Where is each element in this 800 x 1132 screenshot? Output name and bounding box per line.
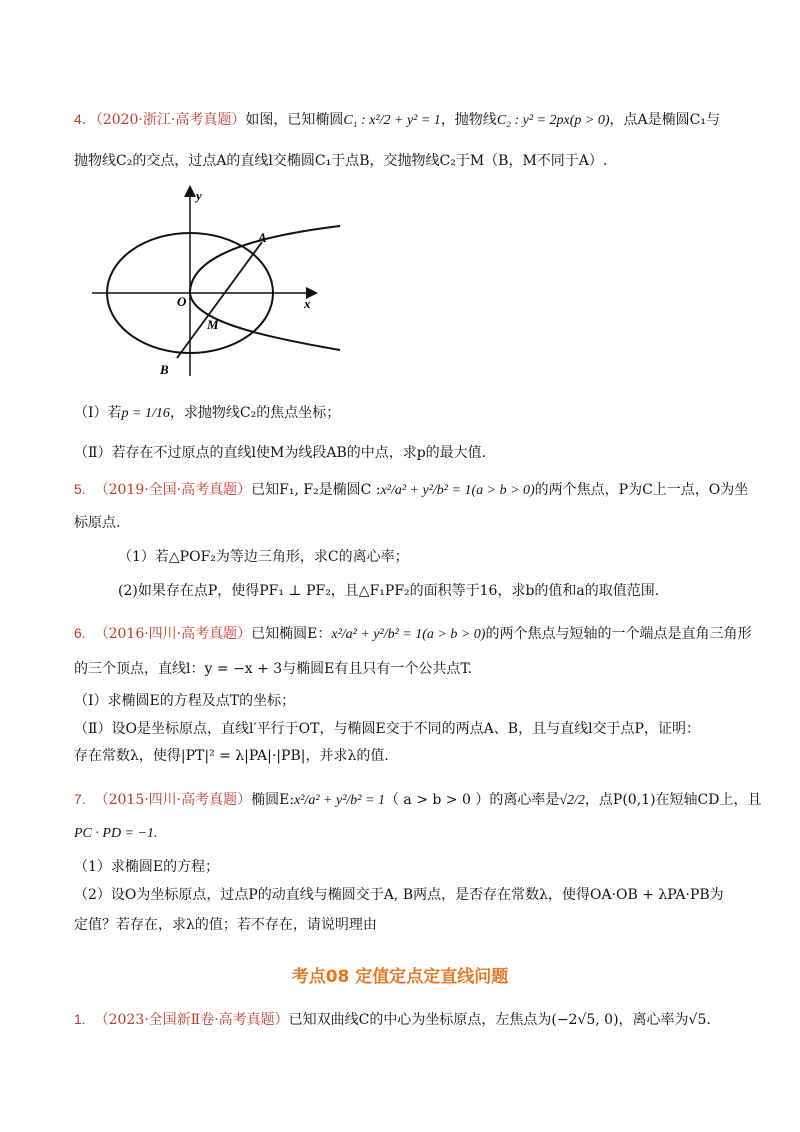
q7-line1 — [74, 788, 762, 812]
q1-line1 — [74, 1008, 726, 1031]
label-a: A — [258, 230, 267, 245]
q6-text-a: 已知椭圆E： — [251, 626, 332, 642]
section-title: 考点08 定值定点定直线问题 — [291, 967, 509, 987]
q7-dot-product: PC · PD = −1. — [74, 826, 158, 841]
label-x: x — [304, 296, 311, 311]
label-m: M — [207, 317, 219, 332]
q7-text-c: ，点P(0,1)在短轴CD上，且 — [584, 792, 762, 808]
q4-p-value: p = 1/16 — [121, 406, 170, 421]
q4-part1-b: ，求抛物线C₂的焦点坐标； — [169, 405, 341, 421]
q5-text-a: 已知F₁, F₂是椭圆C : — [251, 482, 381, 498]
q7-text-b: （ a > b > 0 ）的离心率是 — [384, 792, 560, 808]
q7-source: （2015·四川·高考真题） — [94, 792, 252, 808]
q4-part1 — [74, 402, 726, 425]
q4-text-b: ，抛物线 — [440, 112, 497, 128]
q6-part1: （Ⅰ）求椭圆E的方程及点T的坐标； — [74, 693, 296, 709]
q7-eq: x²/a² + y²/b² = 1 — [294, 793, 385, 808]
q4-line1 — [74, 108, 726, 132]
q4-parabola-eq: C₂ : y² = 2px(p > 0) — [496, 113, 610, 128]
q6-line1 — [74, 622, 752, 646]
q4-text-c: ，点A是椭圆C₁与 — [609, 112, 720, 128]
q4-line2: 抛物线C₂的交点，过点A的直线l交椭圆C₁于点B，交抛物线C₂于M（B，M不同于A）. — [74, 153, 608, 169]
q1-number: 1. — [74, 1011, 86, 1027]
q4-ellipse-eq: C₁ : x²/2 + y² = 1 — [343, 113, 441, 128]
q4-figure — [80, 180, 360, 380]
q6-part2: （Ⅱ）设O是坐标原点，直线l′平行于OT，与椭圆E交于不同的两点A、B，且与直线l交于点P，证明： — [74, 721, 700, 737]
q7-number: 7. — [74, 791, 86, 807]
q4-text-a: 如图，已知椭圆 — [245, 112, 344, 128]
q6-part3: 存在常数λ，使得|PT|² = λ|PA|·|PB|，并求λ的值. — [74, 748, 389, 764]
q5-eq: x²/a² + y²/b² = 1(a > b > 0) — [380, 483, 535, 498]
q7-line2 — [74, 822, 726, 845]
q5-text-b: 的两个焦点，P为C上一点，O为坐 — [534, 482, 749, 498]
q1-source: （2023·全国新Ⅱ卷·高考真题） — [94, 1012, 289, 1028]
q7-part2: （2）设O为坐标原点，过点P的动直线与椭圆交于A, B两点，是否存在常数λ，使得OA·OB + λPA·PB为 — [74, 887, 724, 903]
q5-source: （2019·全国·高考真题） — [94, 482, 252, 498]
q7-text-a: 椭圆E: — [251, 792, 295, 808]
q5-part2: (2)如果存在点P，使得PF₁ ⊥ PF₂，且△F₁PF₂的面积等于16，求b的值和a的取值范围. — [118, 583, 660, 599]
q7-part1: （1）求椭圆E的方程； — [74, 859, 220, 875]
q4-part2: （Ⅱ）若存在不过原点的直线l使M为线段AB的中点，求p的最大值. — [74, 445, 487, 461]
q6-number: 6. — [74, 625, 86, 641]
q4-source: （2020·浙江·高考真题） — [95, 112, 246, 128]
q6-text-b: 的两个焦点与短轴的一个端点是直角三角形 — [485, 626, 752, 642]
q1-text: 已知双曲线C的中心为坐标原点，左焦点为(−2√5, 0)，离心率为√5. — [288, 1012, 711, 1028]
q6-line2: 的三个顶点，直线l：y = −x + 3与椭圆E有且只有一个公共点T. — [74, 661, 473, 677]
q5-line1 — [74, 478, 749, 502]
q6-source: （2016·四川·高考真题） — [94, 626, 252, 642]
q6-eq: x²/a² + y²/b² = 1(a > b > 0) — [331, 627, 486, 642]
q7-eccentricity: √2/2 — [559, 793, 585, 808]
q5-number: 5. — [74, 481, 86, 497]
q5-line2: 标原点. — [74, 515, 121, 531]
label-o: O — [177, 294, 187, 309]
label-b: B — [160, 362, 169, 377]
q4-part1-a: （Ⅰ）若 — [74, 405, 122, 421]
q4-number: 4． — [74, 111, 96, 127]
q7-part3: 定值？若存在，求λ的值；若不存在，请说明理由 — [74, 917, 377, 933]
label-y: y — [196, 188, 202, 203]
q5-part1: （1）若△POF₂为等边三角形，求C的离心率； — [118, 549, 409, 565]
